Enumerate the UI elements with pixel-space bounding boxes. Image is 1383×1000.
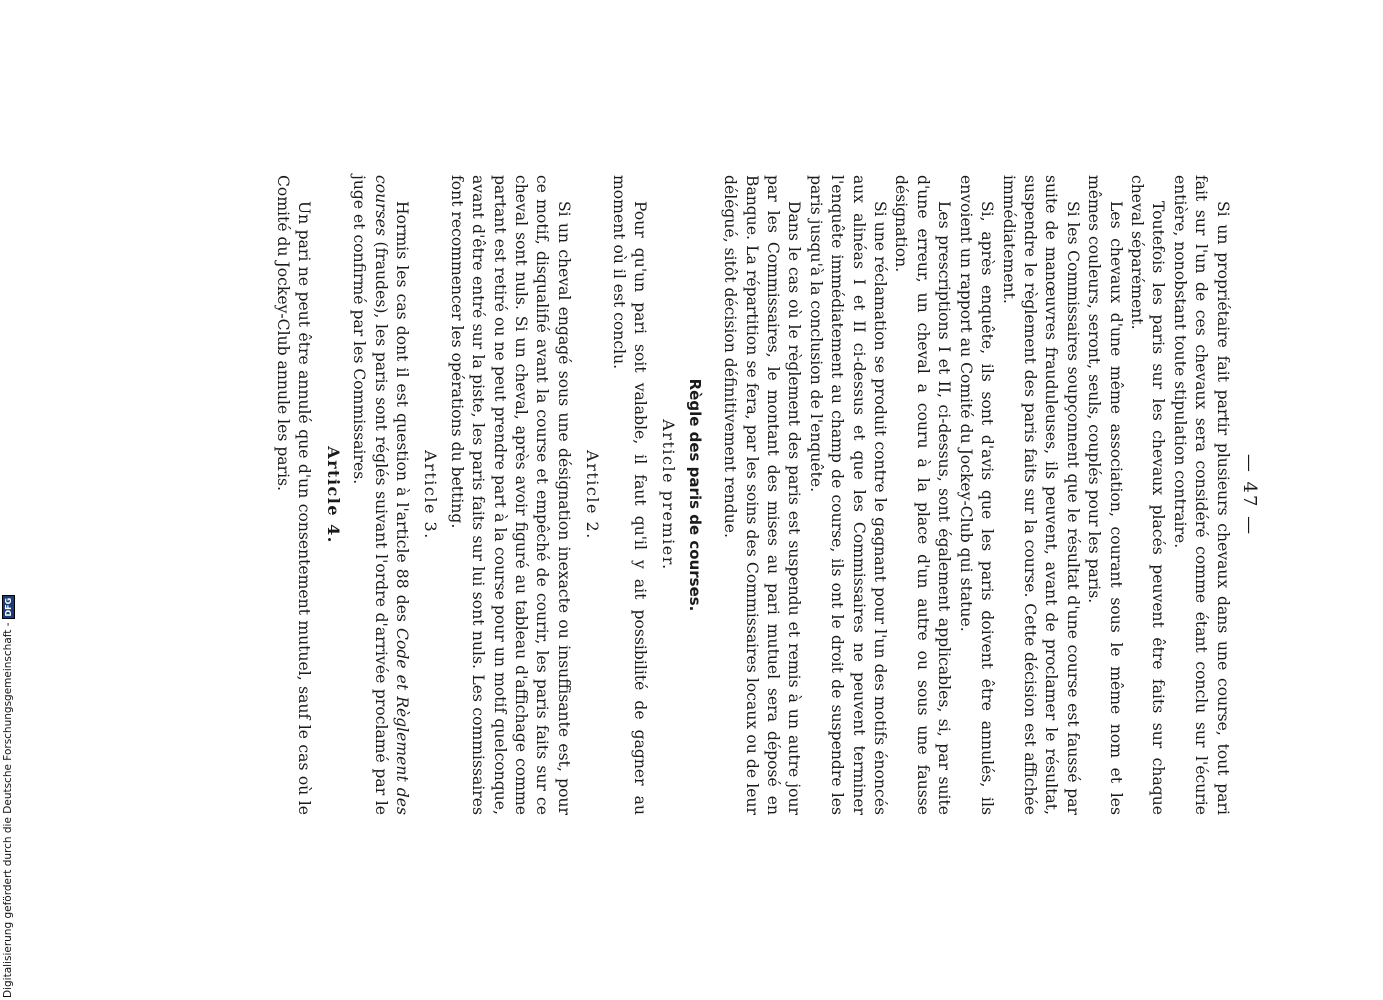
paragraph: Les prescriptions I et II, ci-dessus, sont également applicables, si, par suite d'une erreur, un cheval a couru à la place d'un autre ou sous une fausse désignation. [892, 175, 954, 815]
dfg-logo-icon: DFG [2, 595, 15, 620]
page-content [272, 175, 1260, 815]
credit-text: Digitalisierung gefördert durch die Deutsche Forschungsgemeinschaft - [2, 622, 14, 998]
section-title: Règle des paris de courses. [685, 378, 704, 612]
article-2-text: Si un cheval engagé sous une désignation inexacte ou insuffisante est, pour ce motif, disqualifié avant la course et empêché de courir, les paris faits sur ce cheval sont nuls. Si un cheval, après avoir figuré au tableau d'affichage comme partant est retiré ou ne peut prendre part à la course pour un motif quelconque, avant d'être entré sur la piste, les paris faits sur lui sont nuls. Les commissaires font recommencer les opérations du betting. [447, 175, 573, 815]
digitization-credit [2, 595, 15, 998]
paragraph: Si, après enquête, ils sont d'avis que les paris doivent être annulés, ils envoient un rapport au Comité du Jockey-Club qui statue. [956, 175, 997, 815]
paragraph: Si un propriétaire fait partir plusieurs chevaux dans une course, tout pari fait sur l'un de ces chevaux sera considéré comme étant conclu sur l'écurie entière, nonobstant toute stipulation contraire. [1170, 175, 1232, 815]
article-3-text [348, 175, 412, 815]
article-3-text-b: (fraudes), les paris sont réglés suivant l'ordre d'arrivée proclamé par le juge et confirmé par les Commissaires. [350, 175, 390, 815]
rotated-page [140, 175, 1260, 815]
article-1-text: Pour qu'un pari soit valable, il faut qu'il y ait possibilité de gagner au moment où il est conclu. [609, 175, 650, 815]
article-4-text: Un pari ne peut être annulé que d'un consentement mutuel, sauf le cas où le Comité du Jockey-Club annule les paris. [273, 175, 314, 815]
page-number: — 47 — [1239, 453, 1260, 537]
article-1-title: Article premier. [659, 419, 679, 571]
article-4-title: Article 4. [323, 446, 343, 544]
paragraph: Les chevaux d'une même association, courant sous le même nom et les mêmes couleurs, seront, seuls, couplés pour les paris. [1085, 175, 1125, 815]
article-3-code-title: Code et Règlement des courses [371, 175, 411, 815]
article-3-text-a: Hormis les cas dont il est question à l'article 88 des [392, 201, 411, 629]
paragraph: Si une réclamation se produit contre le gagnant pour l'un des motifs énoncés aux alinéas I et II ci-dessus et que les Commissaires ne peuvent terminer l'enquête immédiatement au champ de course, ils ont le droit de suspendre les paris jusqu'à la conclusion de l'enquête. [806, 175, 890, 815]
paragraph: Dans le cas où le règlement des paris est suspendu et remis à un autre jour par les Commissaires, le montant des mises au pari mutuel sera déposé en Banque. La répartition se fera, par les soins des Commissaires locaux ou de leur délégué, sitôt décision définitivement rendue. [721, 175, 804, 815]
article-2-title: Article 2. [583, 450, 603, 540]
paragraph: Si les Commissaires soupçonnent que le résultat d'une course est faussé par suite de manœuvres frauduleuses, ils peuvent, avant de proclamer le résultat, suspendre le règlement des paris faits sur la course. Cette décision est affichée immédiatement. [999, 175, 1082, 815]
article-3-title: Article 3. [421, 450, 441, 540]
paragraph: Toutefois les paris sur les chevaux placés peuvent être faits sur chaque cheval séparément. [1127, 175, 1168, 815]
